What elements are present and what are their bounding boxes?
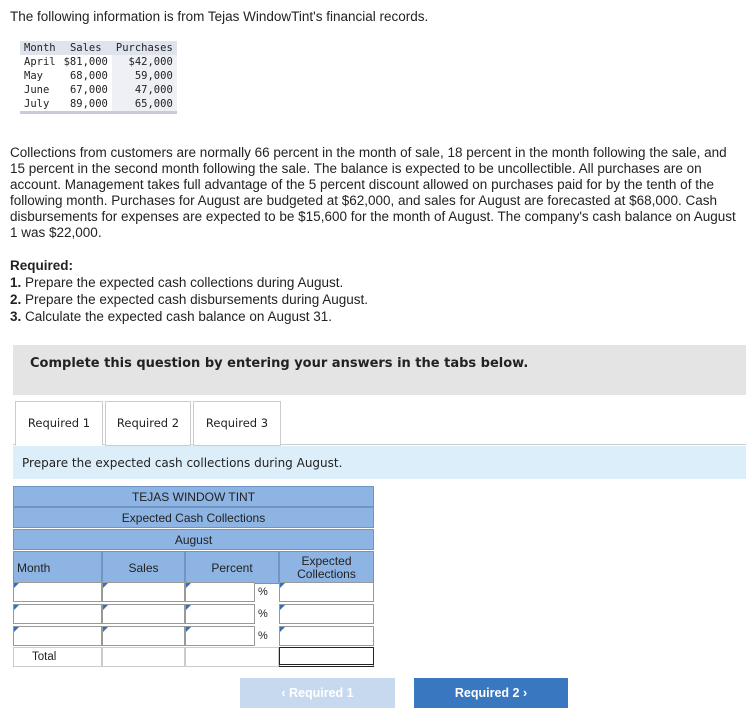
sales-cell: 89,000: [69, 98, 108, 110]
total-label-cell: [13, 647, 102, 667]
prompt-text: Prepare the expected cash collections during August.: [22, 456, 343, 470]
expected-collections-input[interactable]: [279, 582, 374, 602]
tab-required-3[interactable]: Required 3: [193, 401, 281, 446]
table-row: [20, 69, 177, 83]
sales-input[interactable]: [102, 626, 185, 646]
required-item: 1. Prepare the expected cash collections during August.: [10, 275, 344, 290]
financial-records-table: [20, 41, 177, 114]
table-row: [20, 83, 177, 97]
required-section: [10, 257, 368, 325]
month-cell: May: [24, 70, 43, 82]
next-label: Required 2: [454, 686, 520, 700]
required-item: 2. Prepare the expected cash disbursements during August.: [10, 292, 368, 307]
month-input[interactable]: [13, 604, 102, 624]
expected-collections-input[interactable]: [279, 604, 374, 624]
col-sales-label: Sales: [102, 551, 185, 584]
schedule-company-title: TEJAS WINDOW TINT: [13, 486, 374, 507]
intro-text: The following information is from Tejas WindowTint's financial records.: [10, 9, 429, 24]
month-cell: June: [24, 84, 50, 96]
instruction-banner: [13, 345, 746, 395]
month-input[interactable]: [13, 582, 102, 602]
col-percent-label: Percent: [185, 551, 279, 584]
prev-required-button[interactable]: [240, 678, 395, 708]
table-row: [20, 55, 177, 69]
sales-cell: 68,000: [69, 70, 108, 82]
sales-input[interactable]: [102, 604, 185, 624]
percent-input[interactable]: [185, 582, 255, 602]
col-sales-header: Sales: [60, 41, 112, 55]
percent-input[interactable]: [185, 626, 255, 646]
purchases-cell: 59,000: [112, 69, 177, 83]
prev-label: Required 1: [289, 686, 354, 700]
total-label: Total: [32, 651, 57, 663]
month-cell: April: [24, 56, 56, 68]
required-item: 3. Calculate the expected cash balance on August 31.: [10, 309, 332, 324]
percent-symbol: %: [258, 586, 268, 598]
chevron-left-icon: ‹: [281, 686, 286, 700]
table-row: [20, 97, 177, 113]
col-month-header: Month: [20, 41, 60, 55]
percent-symbol: %: [258, 608, 268, 620]
percent-input[interactable]: [185, 604, 255, 624]
schedule-title: Expected Cash Collections: [13, 507, 374, 528]
chevron-right-icon: ›: [522, 686, 528, 700]
col-purchases-header: Purchases: [112, 41, 177, 55]
banner-text: Complete this question by entering your answers in the tabs below.: [30, 356, 529, 371]
percent-symbol: %: [258, 630, 268, 642]
expected-collections-input[interactable]: [279, 626, 374, 646]
purchases-cell: 47,000: [112, 83, 177, 97]
purchases-cell: 65,000: [112, 97, 177, 113]
problem-paragraph: Collections from customers are normally 66 percent in the month of sale, 18 percent in the month following the sale, and 15 percent in the second month following the sale. The balance is expected to be uncollectible. All purchases are on account. Management takes full advantage of the 5 percent discount allowed on purchases paid for by the tenth of the following month. Purchases for August are budgeted at $62,000, and sales for August are forecasted at $68,000. Cash disbursements for expenses are expected to be $15,600 for the month of August. The company's cash balance on August 1 was $22,000.: [10, 145, 736, 240]
sales-input[interactable]: [102, 582, 185, 602]
schedule-period: August: [13, 529, 374, 550]
sales-cell: 67,000: [69, 84, 108, 96]
tab-prompt: [13, 446, 746, 479]
required-heading: Required:: [10, 258, 74, 273]
total-expected-collections: [279, 647, 374, 667]
sales-cell: $81,000: [63, 56, 108, 68]
col-expected-label: Expected Collections: [279, 551, 374, 584]
total-sales-cell: [102, 647, 185, 667]
purchases-cell: $42,000: [112, 55, 177, 69]
tab-required-1[interactable]: Required 1: [15, 401, 103, 446]
month-cell: July: [24, 98, 50, 110]
next-required-button[interactable]: [414, 678, 568, 708]
tab-required-2[interactable]: Required 2: [105, 401, 191, 446]
col-month-label: Month: [13, 551, 102, 584]
total-percent-cell: [185, 647, 279, 667]
month-input[interactable]: [13, 626, 102, 646]
